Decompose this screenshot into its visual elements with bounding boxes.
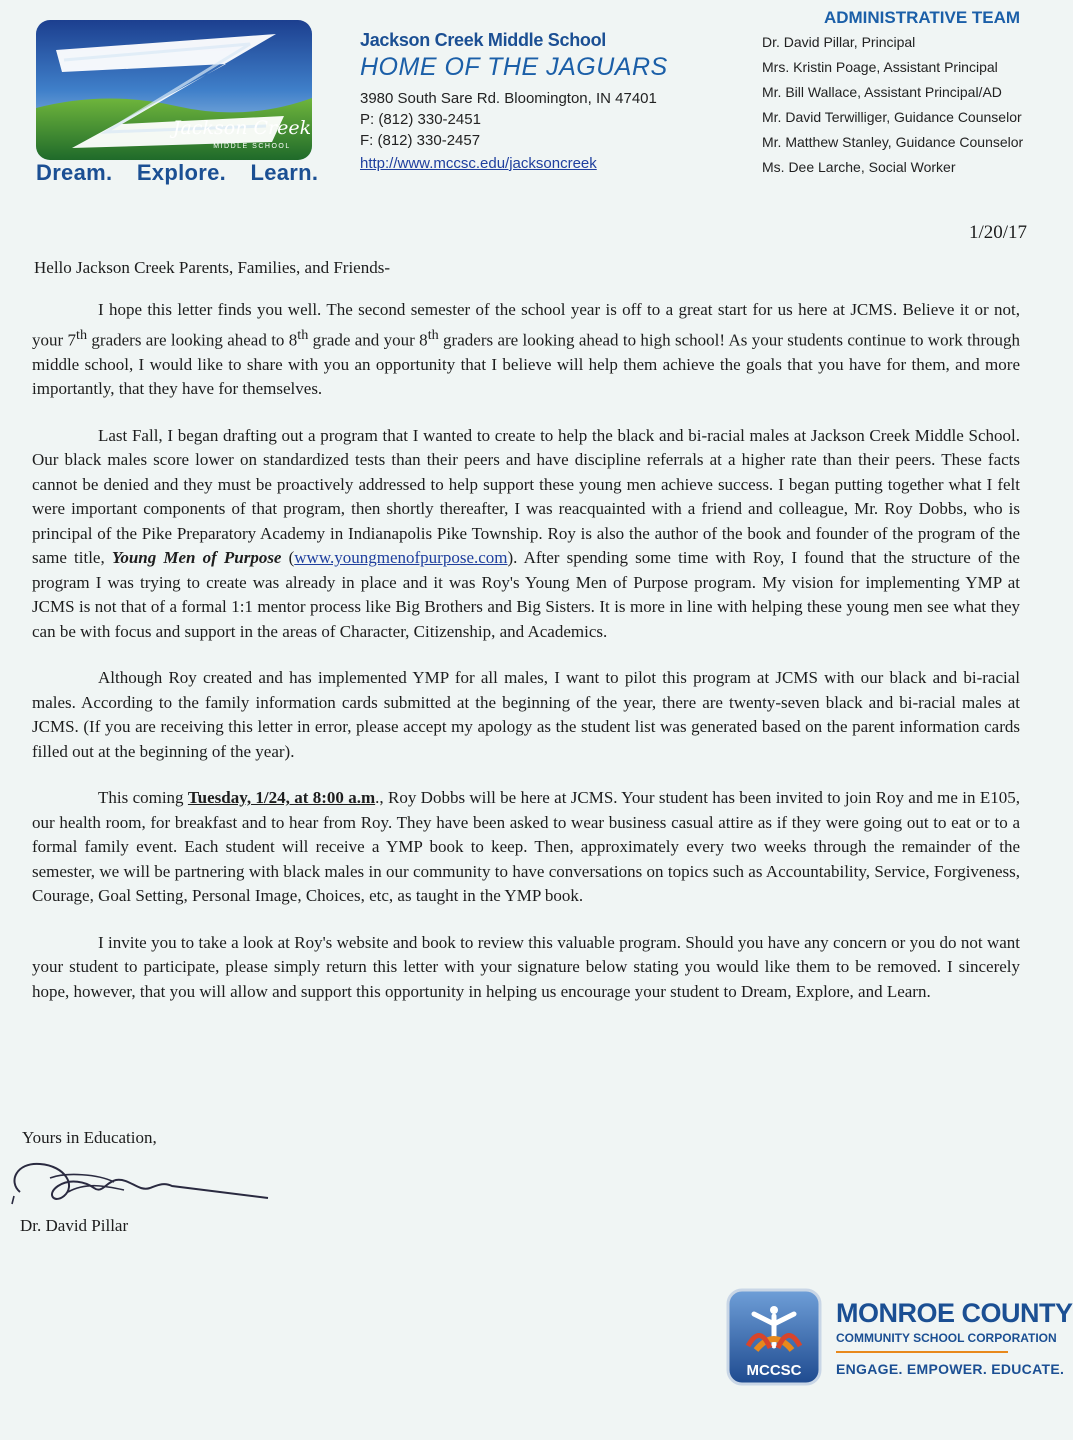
caption-explore: Explore.: [136, 160, 227, 185]
admin-member: Mrs. Kristin Poage, Assistant Principal: [762, 59, 998, 75]
jackson-creek-logo-graphic: [36, 20, 312, 160]
letter-body: [32, 298, 1020, 1026]
mccsc-line2: COMMUNITY SCHOOL CORPORATION: [836, 1331, 1057, 1345]
admin-member: Dr. David Pillar, Principal: [762, 34, 916, 50]
jackson-creek-logo: [36, 20, 312, 160]
admin-member: Mr. Matthew Stanley, Guidance Counselor: [762, 134, 1024, 150]
mccsc-badge-text: MCCSC: [746, 1362, 802, 1379]
paragraph-4: This coming Tuesday, 1/24, at 8:00 a.m., Roy Dobbs will be here at JCMS. Your student has been invited to join Roy and me in E105, our health room, for breakfast and to hear from Roy. They have been asked to wear business casual attire as if they were going out to eat or to a formal family event. Each student will receive a YMP book to keep. Then, approximately every two weeks through the remainder of the semester, we will be partnering with black males in our community to have conversations on topics such as Accountability, Service, Forgiveness, Courage, Goal Setting, Personal Image, Choices, etc, as taught in the YMP book.: [32, 788, 1020, 906]
signer-name: Dr. David Pillar: [20, 1216, 129, 1235]
admin-member: Ms. Dee Larche, Social Worker: [762, 159, 956, 175]
book-title: Young Men of Purpose: [111, 548, 282, 568]
paragraph-1: I hope this letter finds you well. The second semester of the school year is off to a great start for us here at JCMS. Believe it or not, your 7th graders are looking ahead to 8th grade and your 8th graders are looking ahead to high school! As your students continue to work through middle school, I would like to share with you an opportunity that I believe will help them achieve the goals that you have for them, and more importantly, that they have for themselves.: [32, 300, 1020, 399]
admin-team: [762, 8, 1062, 177]
mccsc-line3: ENGAGE. EMPOWER. EDUCATE.: [836, 1361, 1065, 1377]
school-address: 3980 South Sare Rd. Bloomington, IN 47401: [360, 90, 657, 107]
logo-script-text: Jackson Creek: [172, 117, 312, 139]
signature: [6, 1152, 276, 1221]
school-tagline: HOME OF THE JAGUARS: [360, 53, 668, 81]
mccsc-line1: MONROE COUNTY: [836, 1298, 1073, 1328]
logo-caption: [36, 160, 336, 186]
school-phone: P: (812) 330-2451: [360, 111, 481, 128]
paragraph-3: Although Roy created and has implemented YMP for all males, I want to pilot this program at JCMS with our black and bi-racial males. According to the family information cards submitted at the beginning of the year, there are twenty-seven black and bi-racial males at JCMS. (If you are receiving this letter in error, please accept my apology as the student list was generated based on the parent information cards filled out at the beginning of the year).: [32, 668, 1020, 761]
mccsc-divider: [836, 1351, 1008, 1353]
admin-member: Mr. Bill Wallace, Assistant Principal/AD: [762, 84, 1002, 100]
logo-sub-text: MIDDLE SCHOOL: [213, 143, 291, 150]
paragraph-2: Last Fall, I began drafting out a program that I wanted to create to help the black and bi-racial males at Jackson Creek Middle School. Our black males score lower on standardized tests than their peers and have discipline referrals at a higher rate than their peers. These facts cannot be denied and they must be proactively addressed to help support these young men achieve success. I began putting together what I felt were important components of that program, then shortly thereafter, I was reacquainted with a friend and colleague, Mr. Roy Dobbs, who is principal of the Pike Preparatory Academy in Indianapolis Pike Township. Roy is also the author of the book and founder of the program of the same title, Young Men of Purpose (www.youngmenofpurpose.com). After spending some time with Roy, I found that the structure of the program I was trying to create was already in place and it was Roy's Young Men of Purpose program. My vision for implementing YMP at JCMS is not that of a formal 1:1 mentor process like Big Brothers and Big Sisters. It is more in line with helping these young men see what they can be with focus and support in the areas of Character, Citizenship, and Academics.: [32, 425, 1020, 641]
mccsc-wordmark: [836, 1298, 1073, 1377]
admin-team-title: ADMINISTRATIVE TEAM: [823, 8, 1021, 27]
mccsc-logo-badge: [726, 1288, 822, 1386]
school-fax: F: (812) 330-2457: [360, 132, 481, 149]
ymp-website-link[interactable]: www.youngmenofpurpose.com: [294, 548, 508, 568]
admin-member: Mr. David Terwilliger, Guidance Counselor: [762, 109, 1022, 125]
letter-date: 1/20/17: [968, 222, 1027, 243]
school-info: [360, 30, 668, 172]
event-date: Tuesday, 1/24, at 8:00 a.m: [187, 788, 376, 808]
school-name: Jackson Creek Middle School: [360, 30, 606, 50]
letter-greeting: Hello Jackson Creek Parents, Families, and Friends-: [34, 258, 390, 277]
closing: Yours in Education,: [22, 1128, 157, 1147]
paragraph-5: I invite you to take a look at Roy's website and book to review this valuable program. Should you have any concern or you do not want your student to participate, please simply return this letter with your signature below stating you would like them to be removed. I sincerely hope, however, that you will allow and support this opportunity in helping us encourage your student to Dream, Explore, and Learn.: [32, 932, 1020, 1001]
caption-learn: Learn.: [250, 160, 319, 185]
caption-dream: Dream.: [36, 160, 113, 185]
school-website-link[interactable]: http://www.mccsc.edu/jacksoncreek: [360, 155, 597, 172]
